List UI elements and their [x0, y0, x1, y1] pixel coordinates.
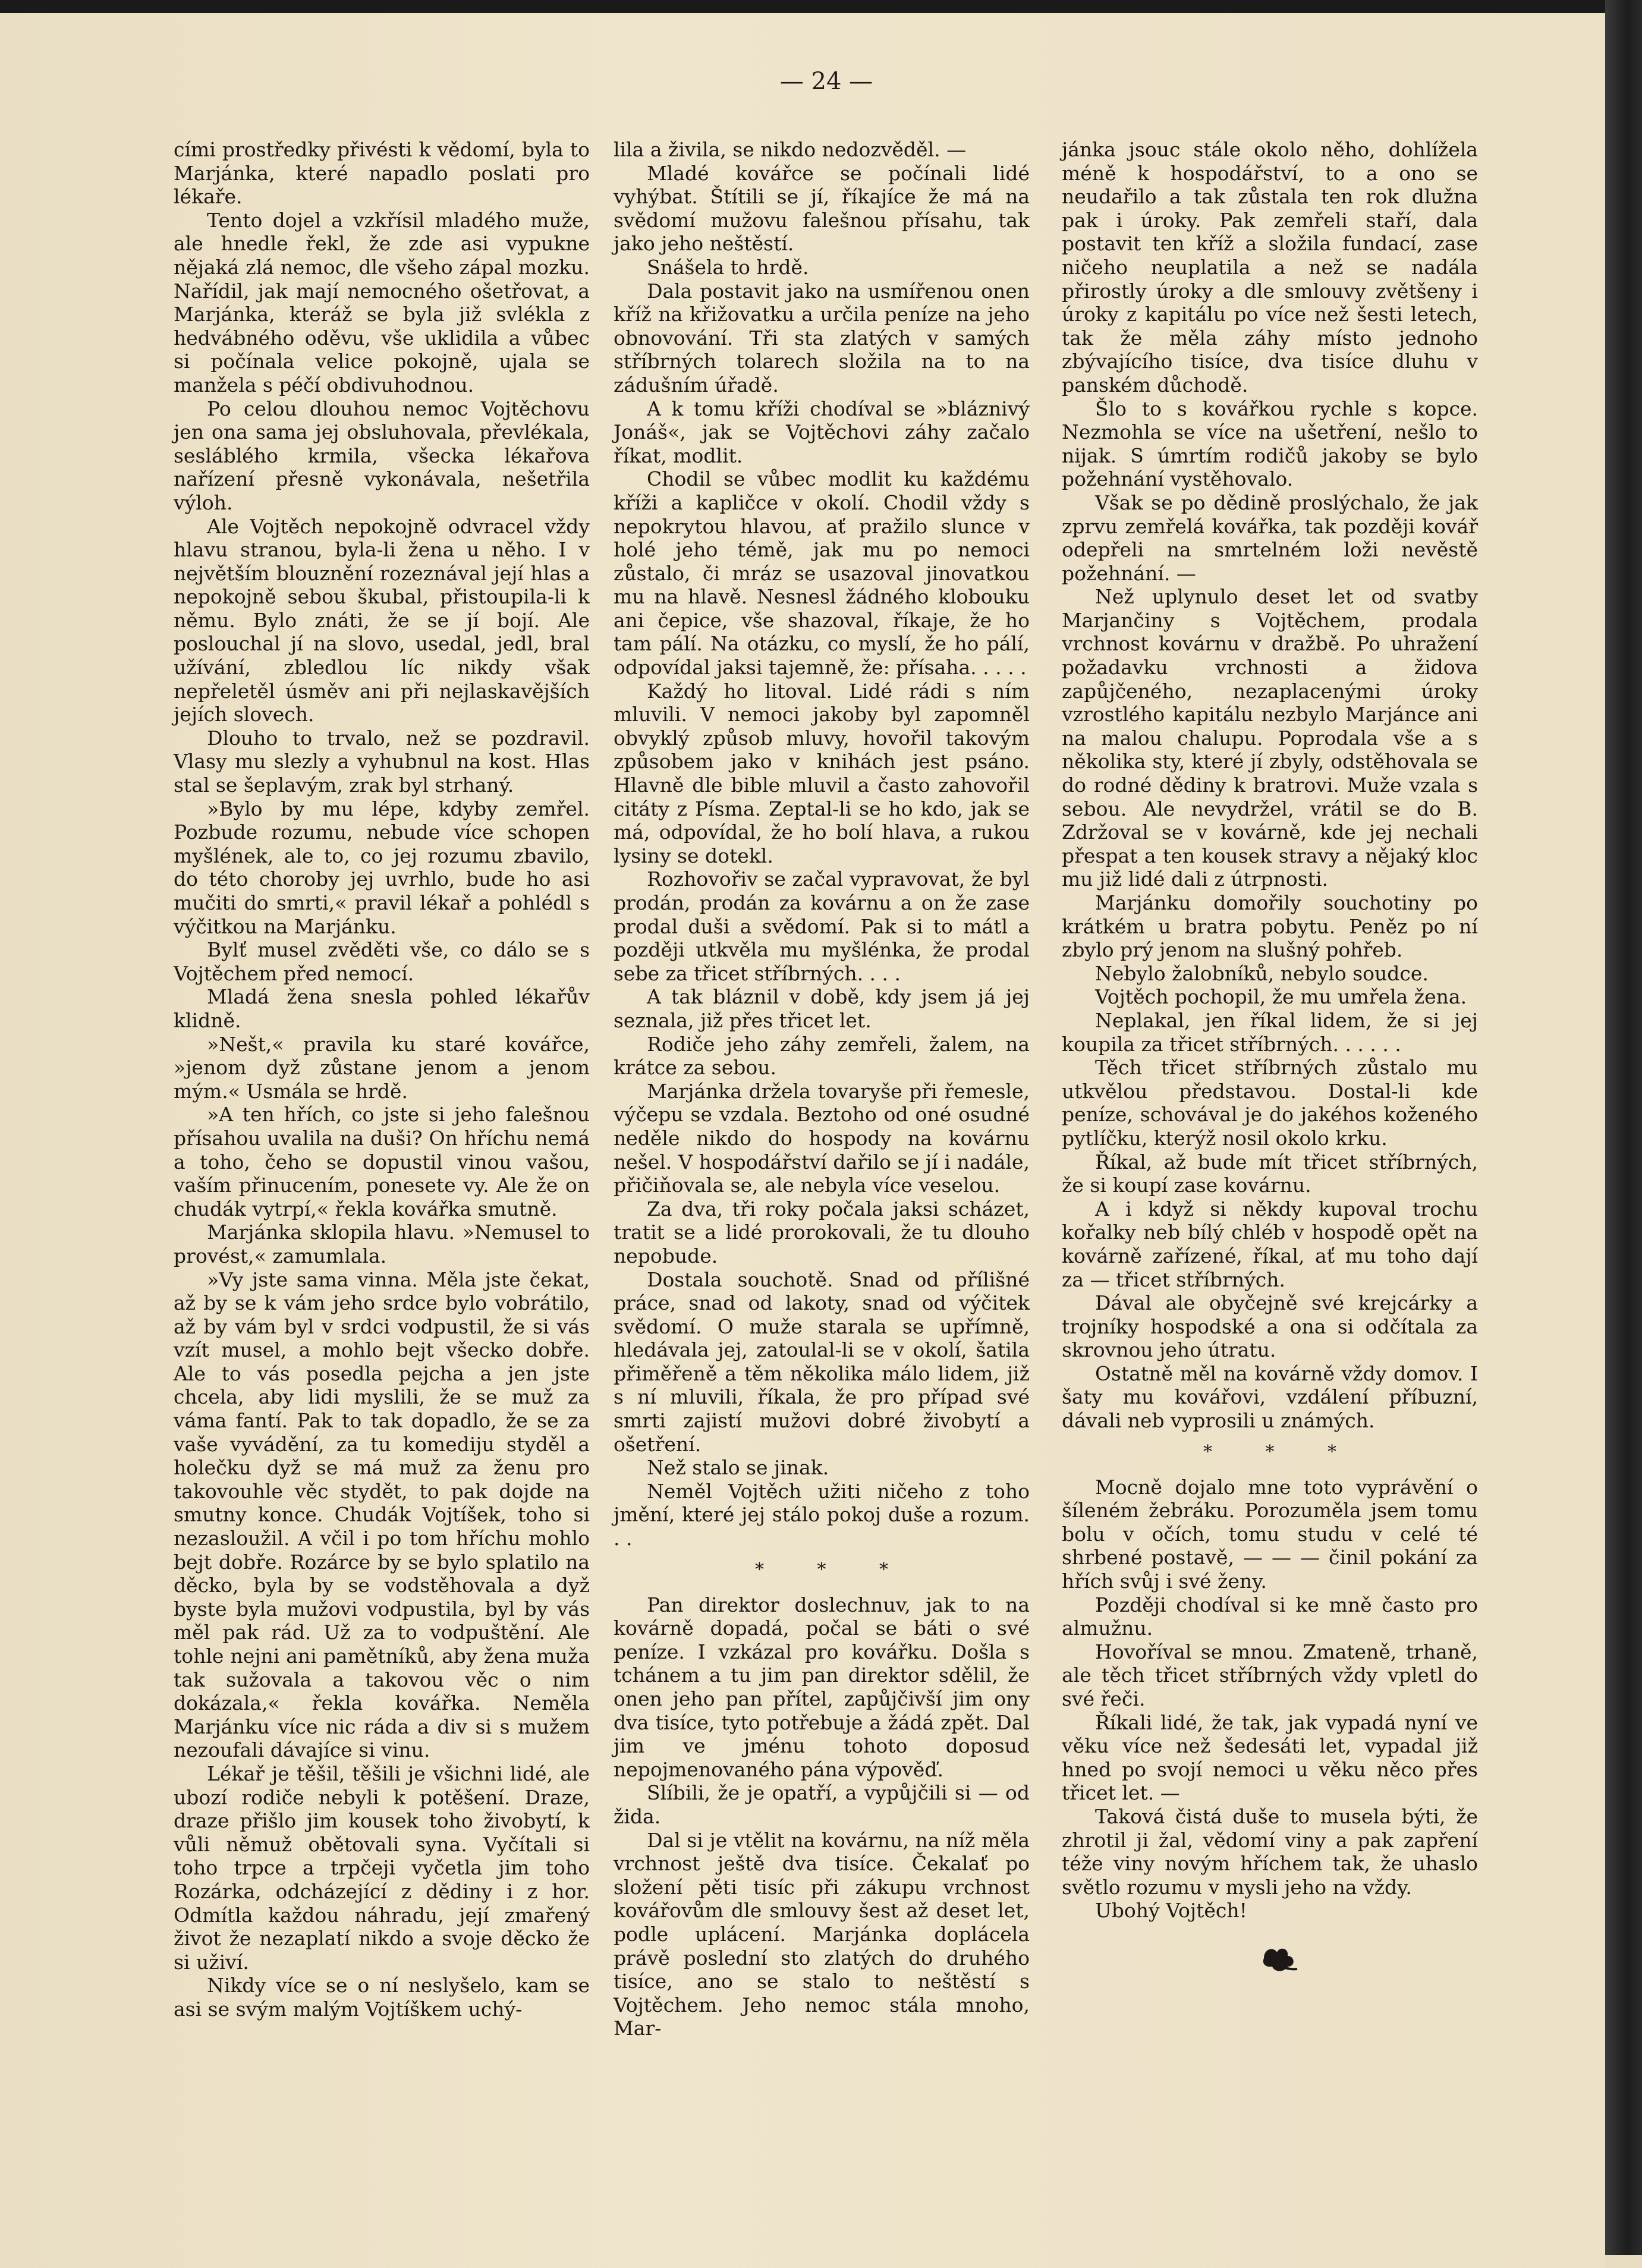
paragraph: Dával ale obyčejně své krejcárky a trojníky hospodské a ona si odčítala za skrovnou jeho útratu. [1062, 1291, 1478, 1362]
paragraph: »Nešt,« pravila ku staré kovářce, »jenom dyž zůstane jenom a jenom mým.« Usmála se hrdě. [174, 1032, 590, 1103]
paragraph: Říkali lidé, že tak, jak vypadá nyní ve věku více než šedesáti let, vypadal již hned po svojí nemoci u věku něco přes třicet let. — [1062, 1710, 1478, 1805]
paragraph: Říkal, až bude mít třicet stříbrných, že si koupí zase kovárnu. [1062, 1150, 1478, 1197]
paragraph: Později chodíval si ke mně často pro almužnu. [1062, 1593, 1478, 1640]
paragraph: Dlouho to trvalo, než se pozdravil. Vlasy mu slezly a vyhubnul na kost. Hlas stal se šeplavým, zrak byl strhaný. [174, 726, 590, 797]
paragraph: Marjánka sklopila hlavu. »Nemusel to provést,« zamumlala. [174, 1220, 590, 1267]
paragraph: cími prostředky přivésti k vědomí, byla to Marjánka, které napadlo poslati pro lékaře. [174, 138, 590, 209]
paragraph: Za dva, tři roky počala jaksi scházet, tratit se a lidé prorokovali, že tu dlouho nepobude. [614, 1197, 1030, 1267]
paragraph: Snášela to hrdě. [647, 255, 809, 279]
paragraph: Marjánku domořily souchotiny po krátkém u bratra pobytu. Peněz po ní zbylo prý jenom na slušný pohřeb. [1062, 891, 1478, 962]
paragraph: Mocně dojalo mne toto vyprávění o šíleném žebráku. Porozuměla jsem tomu bolu v očích, tomu studu v celé té shrbené postavě, — — — činil pokání za hřích svůj i své ženy. [1062, 1475, 1478, 1593]
paragraph: Po celou dlouhou nemoc Vojtěchovu jen ona sama jej obsluhovala, převlékala, seslábléhо krmila, všecka lékařova nařízení přesně vykonávala, nešetřila výloh. [174, 397, 590, 514]
section-divider: * * * [1203, 1441, 1361, 1462]
paragraph: »A ten hřích, co jste si jeho falešnou přísahou uvalila na duši? On hříchu nemá a toho, čeho se dopustil vinou vašou, vaším přinucením, ponesete vy. Ale že on chudák vytrpí,« řekla kovářka smutně. [174, 1103, 590, 1220]
page-number: — 24 — [779, 68, 873, 95]
paragraph: Těch třicet stříbrných zůstalo mu utkvělou představou. Dostal-li kde peníze, schovával je do jakéhos koženého pytlíčku, kterýž nosil okolo krku. [1062, 1056, 1478, 1150]
paragraph: A k tomu kříži chodíval se »bláznivý Jonáš«, jak se Vojtěchovi záhy začalo říkat, modlit. [614, 397, 1030, 467]
paragraph: Každý ho litoval. Lidé rádi s ním mluvili. V nemoci jakoby byl zapomněl obvyklý způsob mluvy, hovořil takovým způsobem jako v knihách jest psáno. Hlavně dle bible mluvil a často zahovořil citáty z Písma. Zeptal-li se ho kdo, jak se má, odpovídal, že ho bolí hlava, a rukou lysiny se dotekl. [614, 679, 1030, 867]
paragraph: Než stalo se jinak. [647, 1456, 829, 1480]
paragraph: »Bylo by mu lépe, kdyby zemřel. Pozbude rozumu, nebude více schopen myšlének, ale to, co jej rozumu zbavilo, do této choroby jej uvrhlo, bude ho asi mučiti do smrti,« pravil lékař a pohlédl s výčitkou na Marjánku. [174, 797, 590, 938]
paragraph: Slíbili, že je opatří, a vypůjčili si — od žida. [614, 1781, 1030, 1828]
paragraph: lila a živila, se nikdo nedozvěděl. — [614, 138, 967, 161]
paragraph: Mladé kovářce se počínali lidé vyhýbat. Štítili se jí, říkajíce že má na svědomí mužovu falešnou přísahu, tak jako jeho neštěstí. [614, 161, 1030, 256]
paragraph: Ubohý Vojtěch! [1095, 1899, 1247, 1923]
paragraph: jánka jsouc stále okolo něho, dohlížela méně k hospodářství, to a ono se neudařilo a tak zůstala ten rok dlužna pak i úroky. Pak zemřeli staří, dala postavit ten kříž a složila fundací, zase ničeho neuplatila a než se nadála přirostly úroky a dle smlouvy zvětšeny i úroky z kapitálu po více než šesti letech, tak že měla záhy místo jednoho zbývajícího tisíce, dva tisíce dluhu v panském důchodě. [1062, 138, 1478, 397]
paragraph: Tento dojel a vzkřísil mladého muže, ale hnedle řekl, že zde asi vypukne nějaká zlá nemoc, dle všeho zápal mozku. Nařídil, jak mají nemocného ošetřovat, a Marjánka, kteráž se byla již svlékla z hedvábného oděvu, vše uklidila a vůbec si počínala velice pokojně, ujala se manžela s péčí obdivuhodnou. [174, 208, 590, 397]
paragraph: Lékař je těšil, těšili je všichni lidé, ale ubozí rodiče nebyli k potěšení. Draze, draze přišlo jim kousek toho živobytí, k vůli němuž obětovali syna. Vyčítali si toho trpce a trpčeji vyčetla jim toho Rozárka, odcházející z dědiny i z hor. Odmítla každou náhradu, její zmařený život že nezaplatí nikdo a svoje děcko že si uživí. [174, 1761, 590, 1974]
paragraph: Dala postavit jako na usmířenou onen kříž na křižovatku a určila peníze na jeho obnovování. Tři sta zlatých v samých stříbrných tolarech složila na to na zádušním úřadě. [614, 279, 1030, 397]
paragraph: A tak bláznil v době, kdy jsem já jej seznala, již přes třicet let. [614, 985, 1030, 1032]
paragraph: Bylť musel zvěděti vše, co dálo se s Vojtěchem před nemocí. [174, 938, 590, 985]
paragraph: Rodiče jeho záhy zemřeli, žalem, na krátce za sebou. [614, 1032, 1030, 1080]
paragraph: Neplakal, jen říkal lidem, že si jej koupila za třicet stříbrných. . . . . . [1062, 1008, 1478, 1056]
page-edge-shadow [1605, 0, 1642, 2255]
paragraph: A i když si někdy kupoval trochu kořalky neb bílý chléb v hospodě opět na kovárně zařízené, říkal, ať mu toho dají za — třicet stříbrných. [1062, 1197, 1478, 1291]
paragraph: Vojtěch pochopil, že mu umřela žena. [1095, 985, 1467, 1009]
paragraph: Než uplynulo deset let od svatby Marjančiny s Vojtěchem, prodala vrchnost kovárnu v dražbě. Po uhražení požadavku vrchnosti a židova zapůjčeného, nezaplacenými úroky vzrostlého kapitálu nezbylo Marjánce ani na malou chalupu. Poprodala vše a s několika sty, které jí zbyly, odstěhovala se do rodné dědiny k bratrovi. Muže vzala s sebou. Ale nevydržel, vrátil se do B. Zdržoval se v kovárně, kde jej nechali přespat a ten kousek stravy a nějaký kloc mu již lidé dali z útrpnosti. [1062, 585, 1478, 891]
leaf-ornament-icon [1258, 1940, 1300, 1976]
paragraph: Taková čistá duše to musela býti, že zhrotil ji žal, vědomí viny a pak zapření téže viny novým hříchem tak, že uhaslo světlo rozumu v mysli jeho na vždy. [1062, 1804, 1478, 1899]
paragraph: Mladá žena snesla pohled lékařův klidně. [174, 985, 590, 1032]
paragraph: Šlo to s kovářkou rychle s kopce. Nezmohla se více na ušetření, nešlo to nijak. S úmrtím rodičů jakoby se bylo požehnání vystěhovalo. [1062, 397, 1478, 491]
paragraph: Marjánka držela tovaryše při řemesle, výčepu se vzdala. Beztoho od oné osudné neděle nikdo do hospody na kovárnu nešel. V hospodářství dařilo se jí i nadále, přičiňovala se, ale nebyla více veselou. [614, 1079, 1030, 1197]
paragraph: »Vy jste sama vinna. Měla jste čekat, až by se k vám jeho srdce bylo vobrátilo, až by vám byl v srdci vodpustil, že si vás vzít musel, a mohlo bejt všecko dobře. Ale to vás posedla pejcha a jen jste chcela, aby lidi myslili, že se muž za váma fantí. Pak to tak dopadlo, že se za vaše vyvádění, za tu komediju styděl a holečku dyž se má muž za ženu pro takovouhle věc stydět, to pak dojde na smutny konce. Chudák Vojtíšek, toho si nezasloužil. A včil i po tom hříchu mohlo bejt dobře. Rozárce by se bylo splatilo na děcko, byla by se vodstěhovala a dyž byste byla mužovi vodpustila, byl by vás měl pak rád. Už za to vodpuštění. Ale tohle nejni ani pamětníků, aby žena muža tak sužovala a takovou věc o nim dokázala,« řekla kovářka. Neměla Marjánku více nic ráda a div si s mužem nezoufali dávajíce si vinu. [174, 1267, 590, 1762]
text-column-1 [174, 138, 590, 2021]
paragraph: Dal si je vtělit na kovárnu, na níž měla vrchnost ještě dva tisíce. Čekalať po složení pěti tisíc při zákupu vrchnost kovářovům dle smlouvy šest až deset let, podle uplácení. Marjánka doplácela právě poslední sto zlatých do druhého tisíce, ano se stalo to neštěstí s Vojtěchem. Jeho nemoc stála mnoho, Mar- [614, 1828, 1030, 2040]
paragraph: Rozhovořiv se začal vypravovat, že byl prodán, prodán za kovárnu a on že zase prodal duši a svědomí. Pak si to mátl a později utkvěla mu myšlénka, že prodal sebe za třicet stříbrných. . . . [614, 867, 1030, 985]
text-column-3 [1062, 138, 1478, 1981]
paragraph: Pan direktor doslechnuv, jak to na kovárně dopadá, počal se báti o své peníze. I vzkázal pro kovářku. Došla s tchánem a tu jim pan direktor sdělil, že onen jeho pan přítel, zapůjčivší jim ony dva tisíce, tyto potřebuje a žádá zpět. Dal jim ve jménu tohoto doposud nepojmenovaného pána výpověď. [614, 1593, 1030, 1781]
paragraph: Ale Vojtěch nepokojně odvracel vždy hlavu stranou, byla-li žena u něho. I v největším blouznění rozeznával její hlas a nepokojně sebou škubal, přistoupila-li k němu. Bylo znáti, že se jí bojí. Ale poslouchal jí na slovo, usedal, jedl, bral užívání, zbledlou líc nikdy však nepřeletěl úsměv ani při nejlaskavějších jejích slovech. [174, 514, 590, 726]
paragraph: Nikdy více se o ní neslyšelo, kam se asi se svým malým Vojtíškem uchý- [174, 1974, 590, 2021]
section-divider: * * * [754, 1559, 913, 1580]
text-column-2 [614, 138, 1030, 2040]
paragraph: Hovoříval se mnou. Zmateně, trhaně, ale těch třicet stříbrných vždy vpletl do své řeči. [1062, 1640, 1478, 1710]
paragraph: Neměl Vojtěch užiti ničeho z toho jmění, které jej stálo pokoj duše a rozum. . . [614, 1479, 1030, 1550]
paragraph: Nebylo žalobníků, nebylo soudce. [1095, 961, 1429, 985]
paragraph: Však se po dědině proslýchalo, že jak zprvu zemřelá kovářka, tak později kovář odepřeli na smrtelném loži nevěstě požehnání. — [1062, 490, 1478, 585]
paragraph: Dostala souchotě. Snad od přílišné práce, snad od lakoty, snad od výčitek svědomí. O muže starala se upřímně, hledávala jej, zatoulal-li se v okolí, šatila přiměřeně a těm několika málo lidem, již s ní mluvili, říkala, že pro případ své smrti zajistí mužovi dobré živobytí a ošetření. [614, 1267, 1030, 1456]
paragraph: Ostatně měl na kovárně vždy domov. I šaty mu kovářovi, vzdálení příbuzní, dávali neb vyprosili u známých. [1062, 1361, 1478, 1433]
paragraph: Chodil se vůbec modlit ku každému kříži a kapličce v okolí. Chodil vždy s nepokrytou hlavou, ať pražilo slunce v holé jeho témě, jak mu po nemoci zůstalo, či mráz se usazoval jinovatkou mu na hlavě. Nesnesl žádného klobouku ani čepice, vše shazoval, říkaje, že ho tam pálí. Na otázku, co myslí, že ho pálí, odpovídal jaksi tajemně, že: přísaha. . . . . [614, 467, 1030, 680]
